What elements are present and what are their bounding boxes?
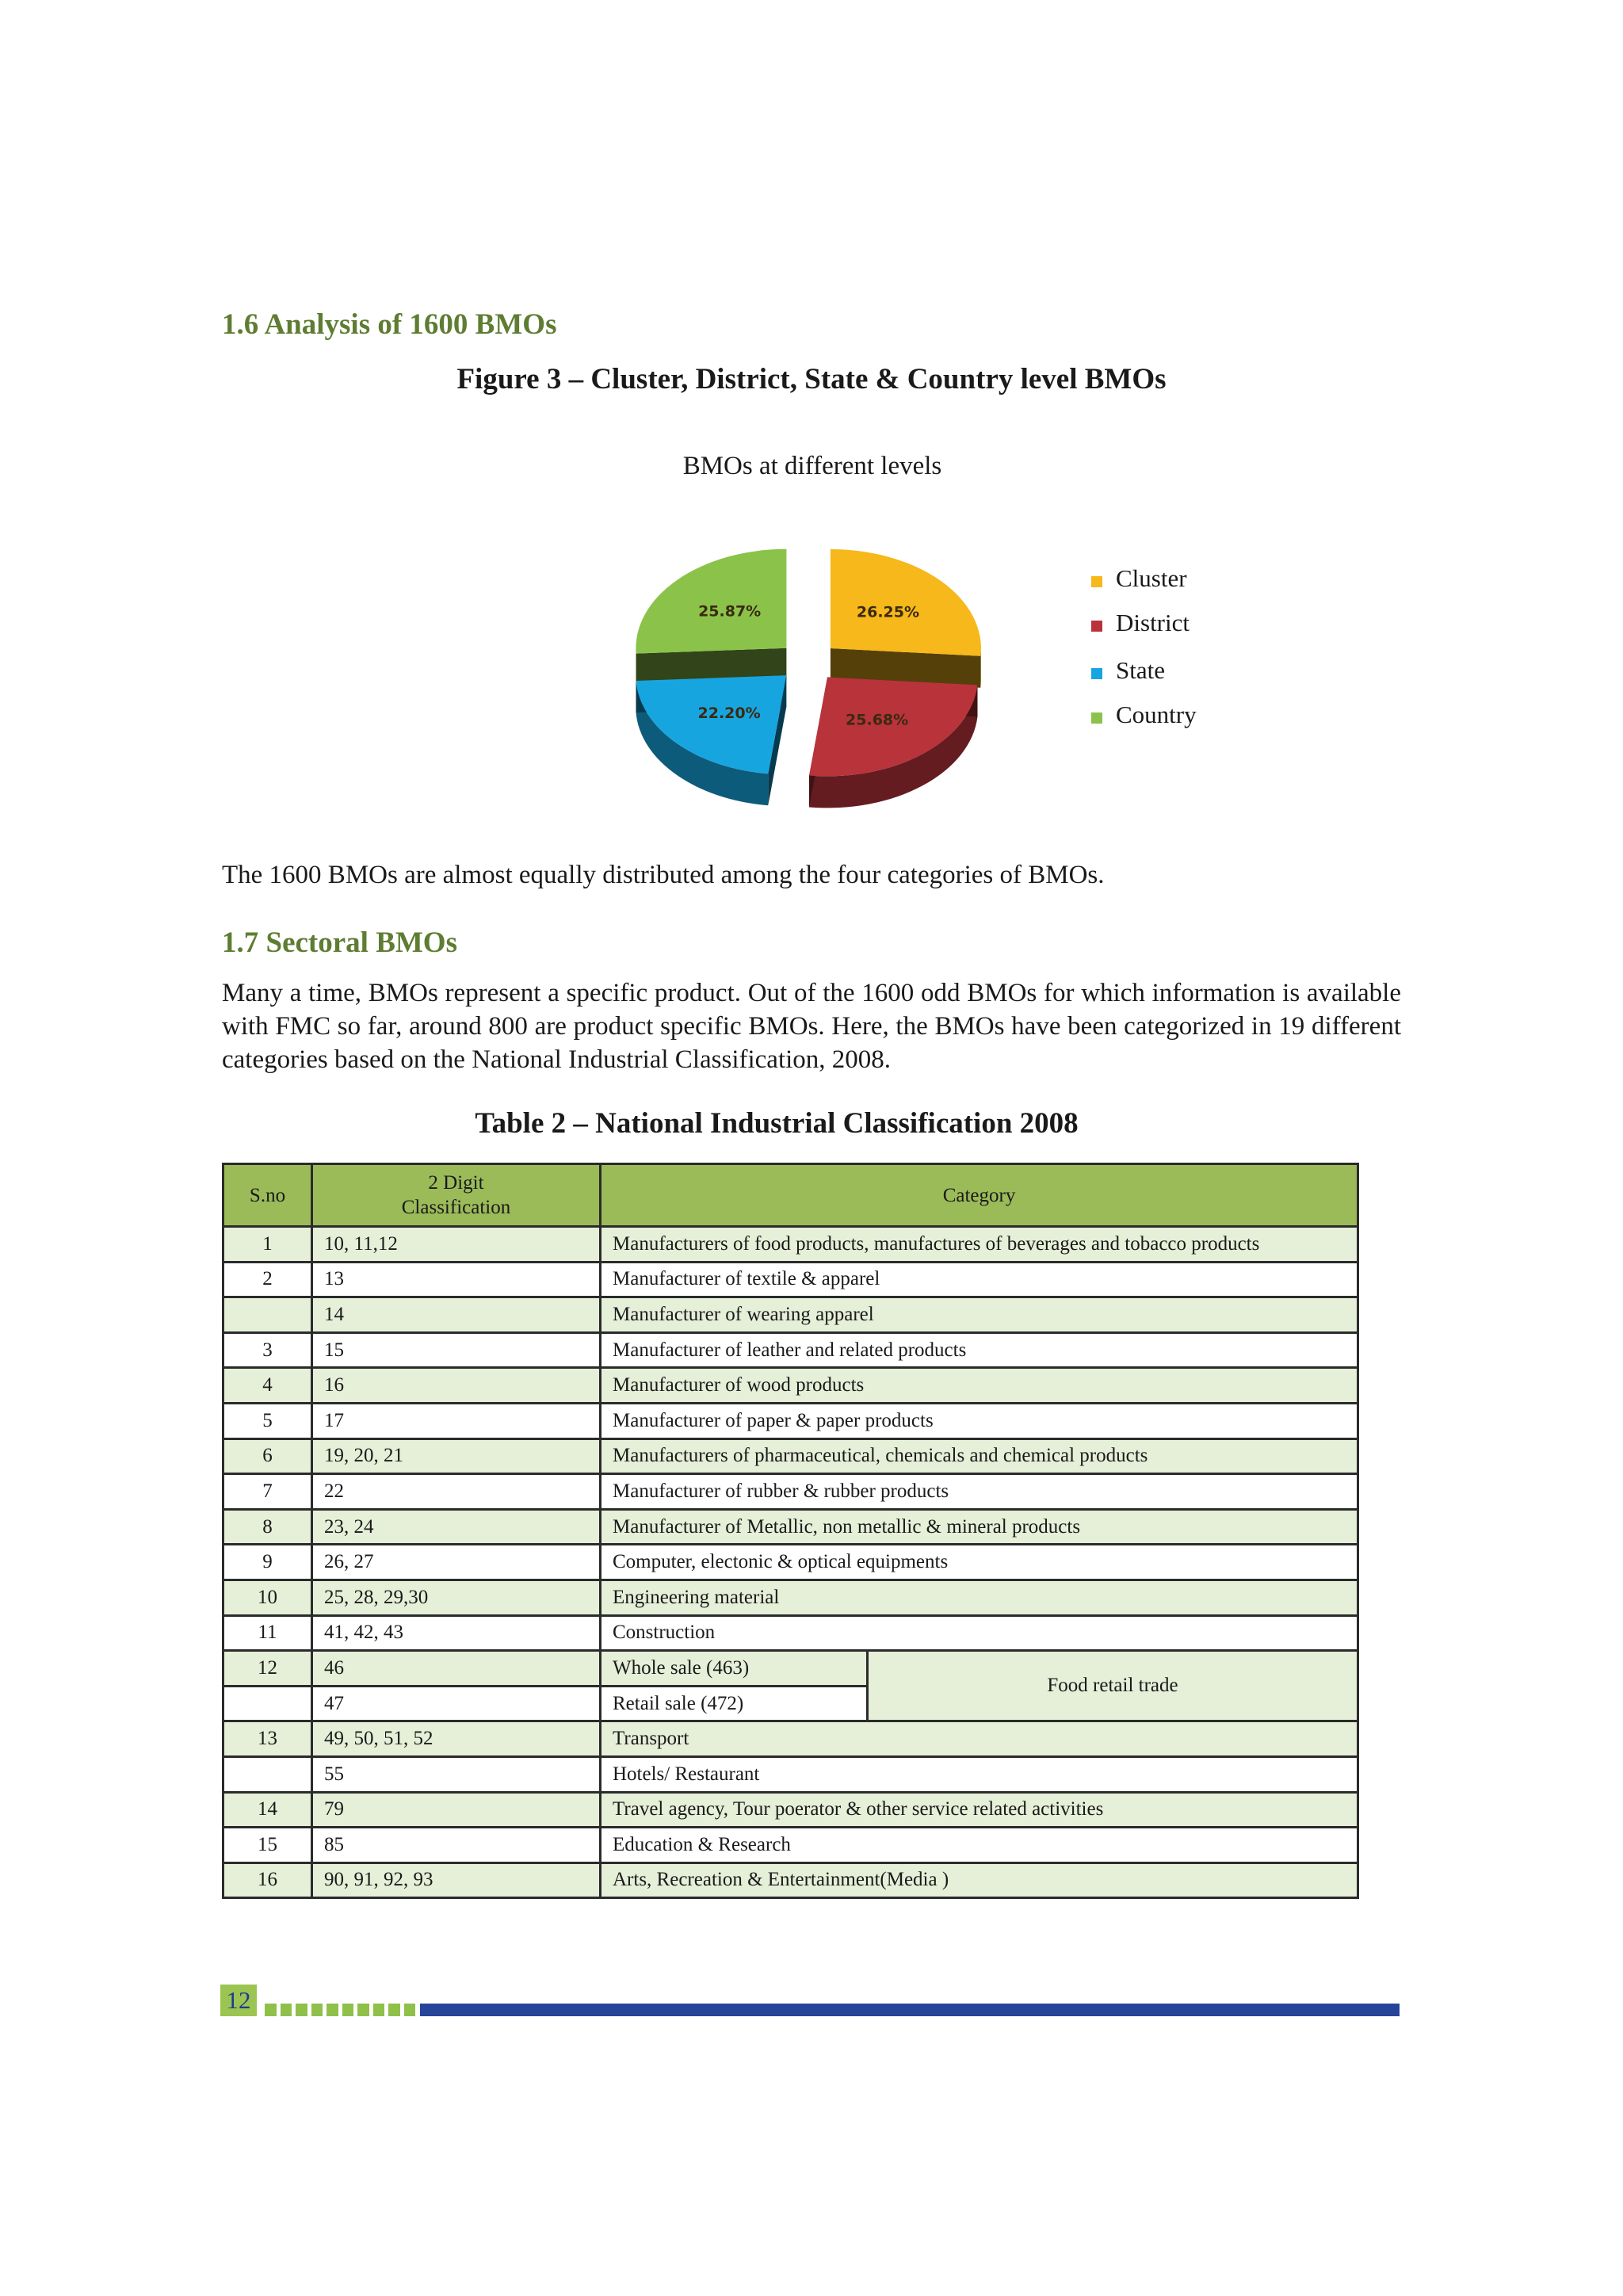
cell-code: 47 <box>312 1686 601 1721</box>
cell-category: Manufacturer of textile & apparel <box>601 1262 1358 1297</box>
legend-swatch <box>1091 576 1102 587</box>
cell-category: Manufacturer of wearing apparel <box>601 1297 1358 1333</box>
table-row <box>223 1262 1358 1297</box>
pie-chart <box>523 440 1046 820</box>
table-row <box>223 1474 1358 1510</box>
cell-sno: 1 <box>223 1227 312 1263</box>
cell-category: Whole sale (463) <box>601 1651 868 1687</box>
cell-category: Education & Research <box>601 1828 1358 1863</box>
section-heading-1-6: 1.6 Analysis of 1600 BMOs <box>222 308 557 341</box>
figure-title: Figure 3 – Cluster, District, State & Country level BMOs <box>456 363 1167 395</box>
cell-sno: 12 <box>223 1651 312 1687</box>
cell-code: 10, 11,12 <box>312 1227 601 1263</box>
header-category: Category <box>601 1164 1358 1227</box>
cell-category: Manufacturers of pharmaceutical, chemicals and chemical products <box>601 1438 1358 1474</box>
cell-code: 13 <box>312 1262 601 1297</box>
cell-sno: 11 <box>223 1615 312 1651</box>
cell-category: Computer, electonic & optical equipments <box>601 1545 1358 1580</box>
cell-code: 22 <box>312 1474 601 1510</box>
table-row <box>223 1792 1358 1828</box>
cell-code: 14 <box>312 1297 601 1333</box>
page-number: 12 <box>220 1985 257 2016</box>
cell-category: Manufacturers of food products, manufactures of beverages and tobacco products <box>601 1227 1358 1263</box>
cell-code: 17 <box>312 1403 601 1438</box>
cell-category: Hotels/ Restaurant <box>601 1756 1358 1792</box>
cell-code: 16 <box>312 1368 601 1404</box>
cell-category: Transport <box>601 1721 1358 1757</box>
table-row <box>223 1509 1358 1545</box>
table-row <box>223 1828 1358 1863</box>
cell-code: 90, 91, 92, 93 <box>312 1862 601 1898</box>
legend-label-state: State <box>1116 656 1165 684</box>
cell-sno: 9 <box>223 1545 312 1580</box>
cell-sno: 16 <box>223 1862 312 1898</box>
cell-code: 15 <box>312 1332 601 1368</box>
cell-sno: 7 <box>223 1474 312 1510</box>
header-classification-line1: 2 Digit <box>428 1172 484 1194</box>
table-row <box>223 1368 1358 1404</box>
cell-sno: 4 <box>223 1368 312 1404</box>
cell-code: 26, 27 <box>312 1545 601 1580</box>
footer-dots <box>265 2004 415 2016</box>
legend-label-country: Country <box>1116 701 1197 728</box>
cell-category: Engineering material <box>601 1580 1358 1615</box>
cell-code: 41, 42, 43 <box>312 1615 601 1651</box>
cell-category: Manufacturer of paper & paper products <box>601 1403 1358 1438</box>
cell-category: Manufacturer of Metallic, non metallic & mineral products <box>601 1509 1358 1545</box>
cell-category: Manufacturer of wood products <box>601 1368 1358 1404</box>
cell-sno: 15 <box>223 1828 312 1863</box>
cell-sno <box>223 1756 312 1792</box>
pie-slice-country <box>636 549 786 654</box>
table-row <box>223 1545 1358 1580</box>
table-row <box>223 1297 1358 1333</box>
legend-swatch <box>1091 668 1102 679</box>
legend-swatch <box>1091 712 1102 724</box>
section-paragraph: Many a time, BMOs represent a specific product. Out of the 1600 odd BMOs for which information is available with FMC so far, around 800 are product specific BMOs. Here, the BMOs have been categorized in 19 different categories based on the National Industrial Classification, 2008. <box>222 979 1401 1074</box>
table-row <box>223 1227 1358 1263</box>
pie-label-state: 22.20% <box>697 705 761 723</box>
cell-code: 49, 50, 51, 52 <box>312 1721 601 1757</box>
chart-title: BMOs at different levels <box>682 452 942 480</box>
cell-code: 85 <box>312 1828 601 1863</box>
pie-label-cluster: 26.25% <box>856 603 920 621</box>
table-row <box>223 1403 1358 1438</box>
cell-sno: 10 <box>223 1580 312 1615</box>
table-row <box>223 1862 1358 1898</box>
cell-category: Retail sale (472) <box>601 1686 868 1721</box>
cell-sno: 14 <box>223 1792 312 1828</box>
cell-code: 23, 24 <box>312 1509 601 1545</box>
cell-merged-note: Food retail trade <box>868 1651 1358 1721</box>
chart-summary: The 1600 BMOs are almost equally distributed among the four categories of BMOs. <box>222 861 1105 889</box>
cell-code: 46 <box>312 1651 601 1687</box>
table-title: Table 2 – National Industrial Classification 2008 <box>475 1107 1079 1140</box>
cell-category: Manufacturer of leather and related products <box>601 1332 1358 1368</box>
cell-code: 55 <box>312 1756 601 1792</box>
cell-code: 19, 20, 21 <box>312 1438 601 1474</box>
header-classification <box>312 1164 601 1227</box>
cell-sno: 6 <box>223 1438 312 1474</box>
cell-category: Travel agency, Tour poerator & other service related activities <box>601 1792 1358 1828</box>
section-heading-1-7: 1.7 Sectoral BMOs <box>222 926 457 959</box>
pie-label-country: 25.87% <box>698 602 762 621</box>
table-row <box>223 1651 1358 1687</box>
cell-sno: 2 <box>223 1262 312 1297</box>
cell-code: 25, 28, 29,30 <box>312 1580 601 1615</box>
cell-sno <box>223 1686 312 1721</box>
header-sno: S.no <box>223 1164 312 1227</box>
cell-code: 79 <box>312 1792 601 1828</box>
cell-sno <box>223 1297 312 1333</box>
table-row <box>223 1721 1358 1757</box>
pie-label-district: 25.68% <box>846 711 909 729</box>
cell-sno: 8 <box>223 1509 312 1545</box>
table-row <box>223 1580 1358 1615</box>
footer-bar <box>420 2004 1400 2016</box>
header-classification-line2: Classification <box>401 1197 511 1218</box>
table-row <box>223 1756 1358 1792</box>
classification-table <box>222 1163 1359 1899</box>
cell-sno: 5 <box>223 1403 312 1438</box>
table-row <box>223 1438 1358 1474</box>
cell-category: Arts, Recreation & Entertainment(Media ) <box>601 1862 1358 1898</box>
cell-category: Construction <box>601 1615 1358 1651</box>
legend-label-cluster: Cluster <box>1116 564 1187 592</box>
cell-sno: 3 <box>223 1332 312 1368</box>
cell-category: Manufacturer of rubber & rubber products <box>601 1474 1358 1510</box>
table-row <box>223 1615 1358 1651</box>
legend-swatch <box>1091 621 1102 632</box>
legend-label-district: District <box>1116 609 1190 636</box>
cell-sno: 13 <box>223 1721 312 1757</box>
table-row <box>223 1332 1358 1368</box>
